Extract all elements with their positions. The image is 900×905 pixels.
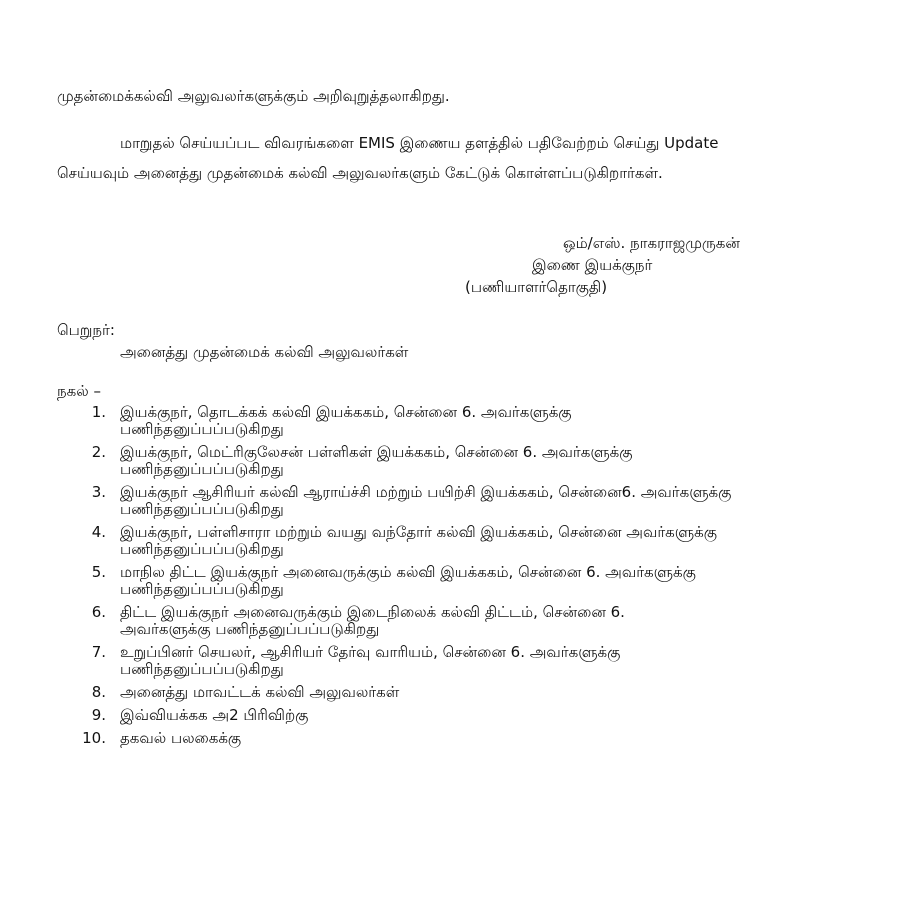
copy-to-item-number: 1. (91, 403, 106, 421)
copy-to-item (80, 730, 880, 747)
copy-to-item-line-1: இயக்குநர், தொடக்கக் கல்வி இயக்ககம், சென்னை 6. அவர்களுக்கு (120, 403, 572, 421)
copy-to-item-number: 5. (91, 563, 106, 581)
copy-to-item (80, 564, 880, 598)
copy-to-item-number: 6. (91, 603, 106, 621)
copy-to-item (80, 644, 880, 678)
copy-to-item-line-2: அவர்களுக்கு பணிந்தனுப்பப்படுகிறது (120, 620, 380, 638)
copy-to-item-line-1: இயக்குநர், பள்ளிசாரா மற்றும் வயது வந்தோர் கல்வி இயக்ககம், சென்னை அவர்களுக்கு (120, 523, 717, 541)
copy-to-item-line-1: திட்ட இயக்குநர் அனைவருக்கும் இடைநிலைக் கல்வி திட்டம், சென்னை 6. (120, 603, 625, 621)
copy-to-list (80, 404, 880, 753)
copy-to-item-line-1: இயக்குநர், மெட்ரிகுலேசன் பள்ளிகள் இயக்ககம், சென்னை 6. அவர்களுக்கு (120, 443, 633, 461)
copy-to-item-number: 2. (91, 443, 106, 461)
signatory-name: ஒம்/எஸ். நாகராஜமுருகன் (563, 234, 740, 252)
copy-to-label: நகல் – (57, 382, 101, 400)
copy-to-item-line-1: தகவல் பலகைக்கு (120, 729, 242, 747)
copy-to-item-line-1: இவ்வியக்கக அ2 பிரிவிற்கு (120, 706, 309, 724)
instruction-paragraph-line-1: மாறுதல் செய்யப்பட விவரங்களை EMIS இணைய தளத்தில் பதிவேற்றம் செய்து Update (120, 134, 719, 152)
copy-to-item-line-1: இயக்குநர் ஆசிரியர் கல்வி ஆராய்ச்சி மற்றும் பயிற்சி இயக்ககம், சென்னை6. அவர்களுக்கு (120, 483, 732, 501)
signatory-title: இணை இயக்குநர் (532, 256, 653, 274)
copy-to-item-number: 10. (82, 729, 106, 747)
copy-to-item (80, 524, 880, 558)
copy-to-item (80, 444, 880, 478)
copy-to-item-line-2: பணிந்தனுப்பப்படுகிறது (120, 660, 284, 678)
signatory-department: (பணியாளர்தொகுதி) (465, 278, 608, 296)
copy-to-item (80, 684, 880, 701)
copy-to-item (80, 404, 880, 438)
copy-to-item-number: 3. (91, 483, 106, 501)
copy-to-item (80, 604, 880, 638)
copy-to-item-line-2: பணிந்தனுப்பப்படுகிறது (120, 580, 284, 598)
recipient-value: அனைத்து முதன்மைக் கல்வி அலுவலர்கள் (120, 343, 409, 361)
copy-to-item-number: 9. (91, 706, 106, 724)
copy-to-item-line-2: பணிந்தனுப்பப்படுகிறது (120, 420, 284, 438)
copy-to-item-line-1: அனைத்து மாவட்டக் கல்வி அலுவலர்கள் (120, 683, 400, 701)
copy-to-item-line-1: மாநில திட்ட இயக்குநர் அனைவருக்கும் கல்வி இயக்ககம், சென்னை 6. அவர்களுக்கு (120, 563, 696, 581)
copy-to-item-line-2: பணிந்தனுப்பப்படுகிறது (120, 500, 284, 518)
recipient-label: பெறுநர்: (57, 321, 115, 339)
copy-to-item-line-2: பணிந்தனுப்பப்படுகிறது (120, 540, 284, 558)
copy-to-item-number: 8. (91, 683, 106, 701)
copy-to-item-number: 4. (91, 523, 106, 541)
copy-to-item (80, 707, 880, 724)
instruction-paragraph-line-2: செய்யவும் அனைத்து முதன்மைக் கல்வி அலுவலர்களும் கேட்டுக் கொள்ளப்படுகிறார்கள். (57, 164, 663, 182)
copy-to-item (80, 484, 880, 518)
intro-line: முதன்மைக்கல்வி அலுவலர்களுக்கும் அறிவுறுத்தலாகிறது. (57, 87, 450, 105)
copy-to-item-number: 7. (91, 643, 106, 661)
copy-to-item-line-2: பணிந்தனுப்பப்படுகிறது (120, 460, 284, 478)
copy-to-item-line-1: உறுப்பினர் செயலர், ஆசிரியர் தேர்வு வாரியம், சென்னை 6. அவர்களுக்கு (120, 643, 621, 661)
